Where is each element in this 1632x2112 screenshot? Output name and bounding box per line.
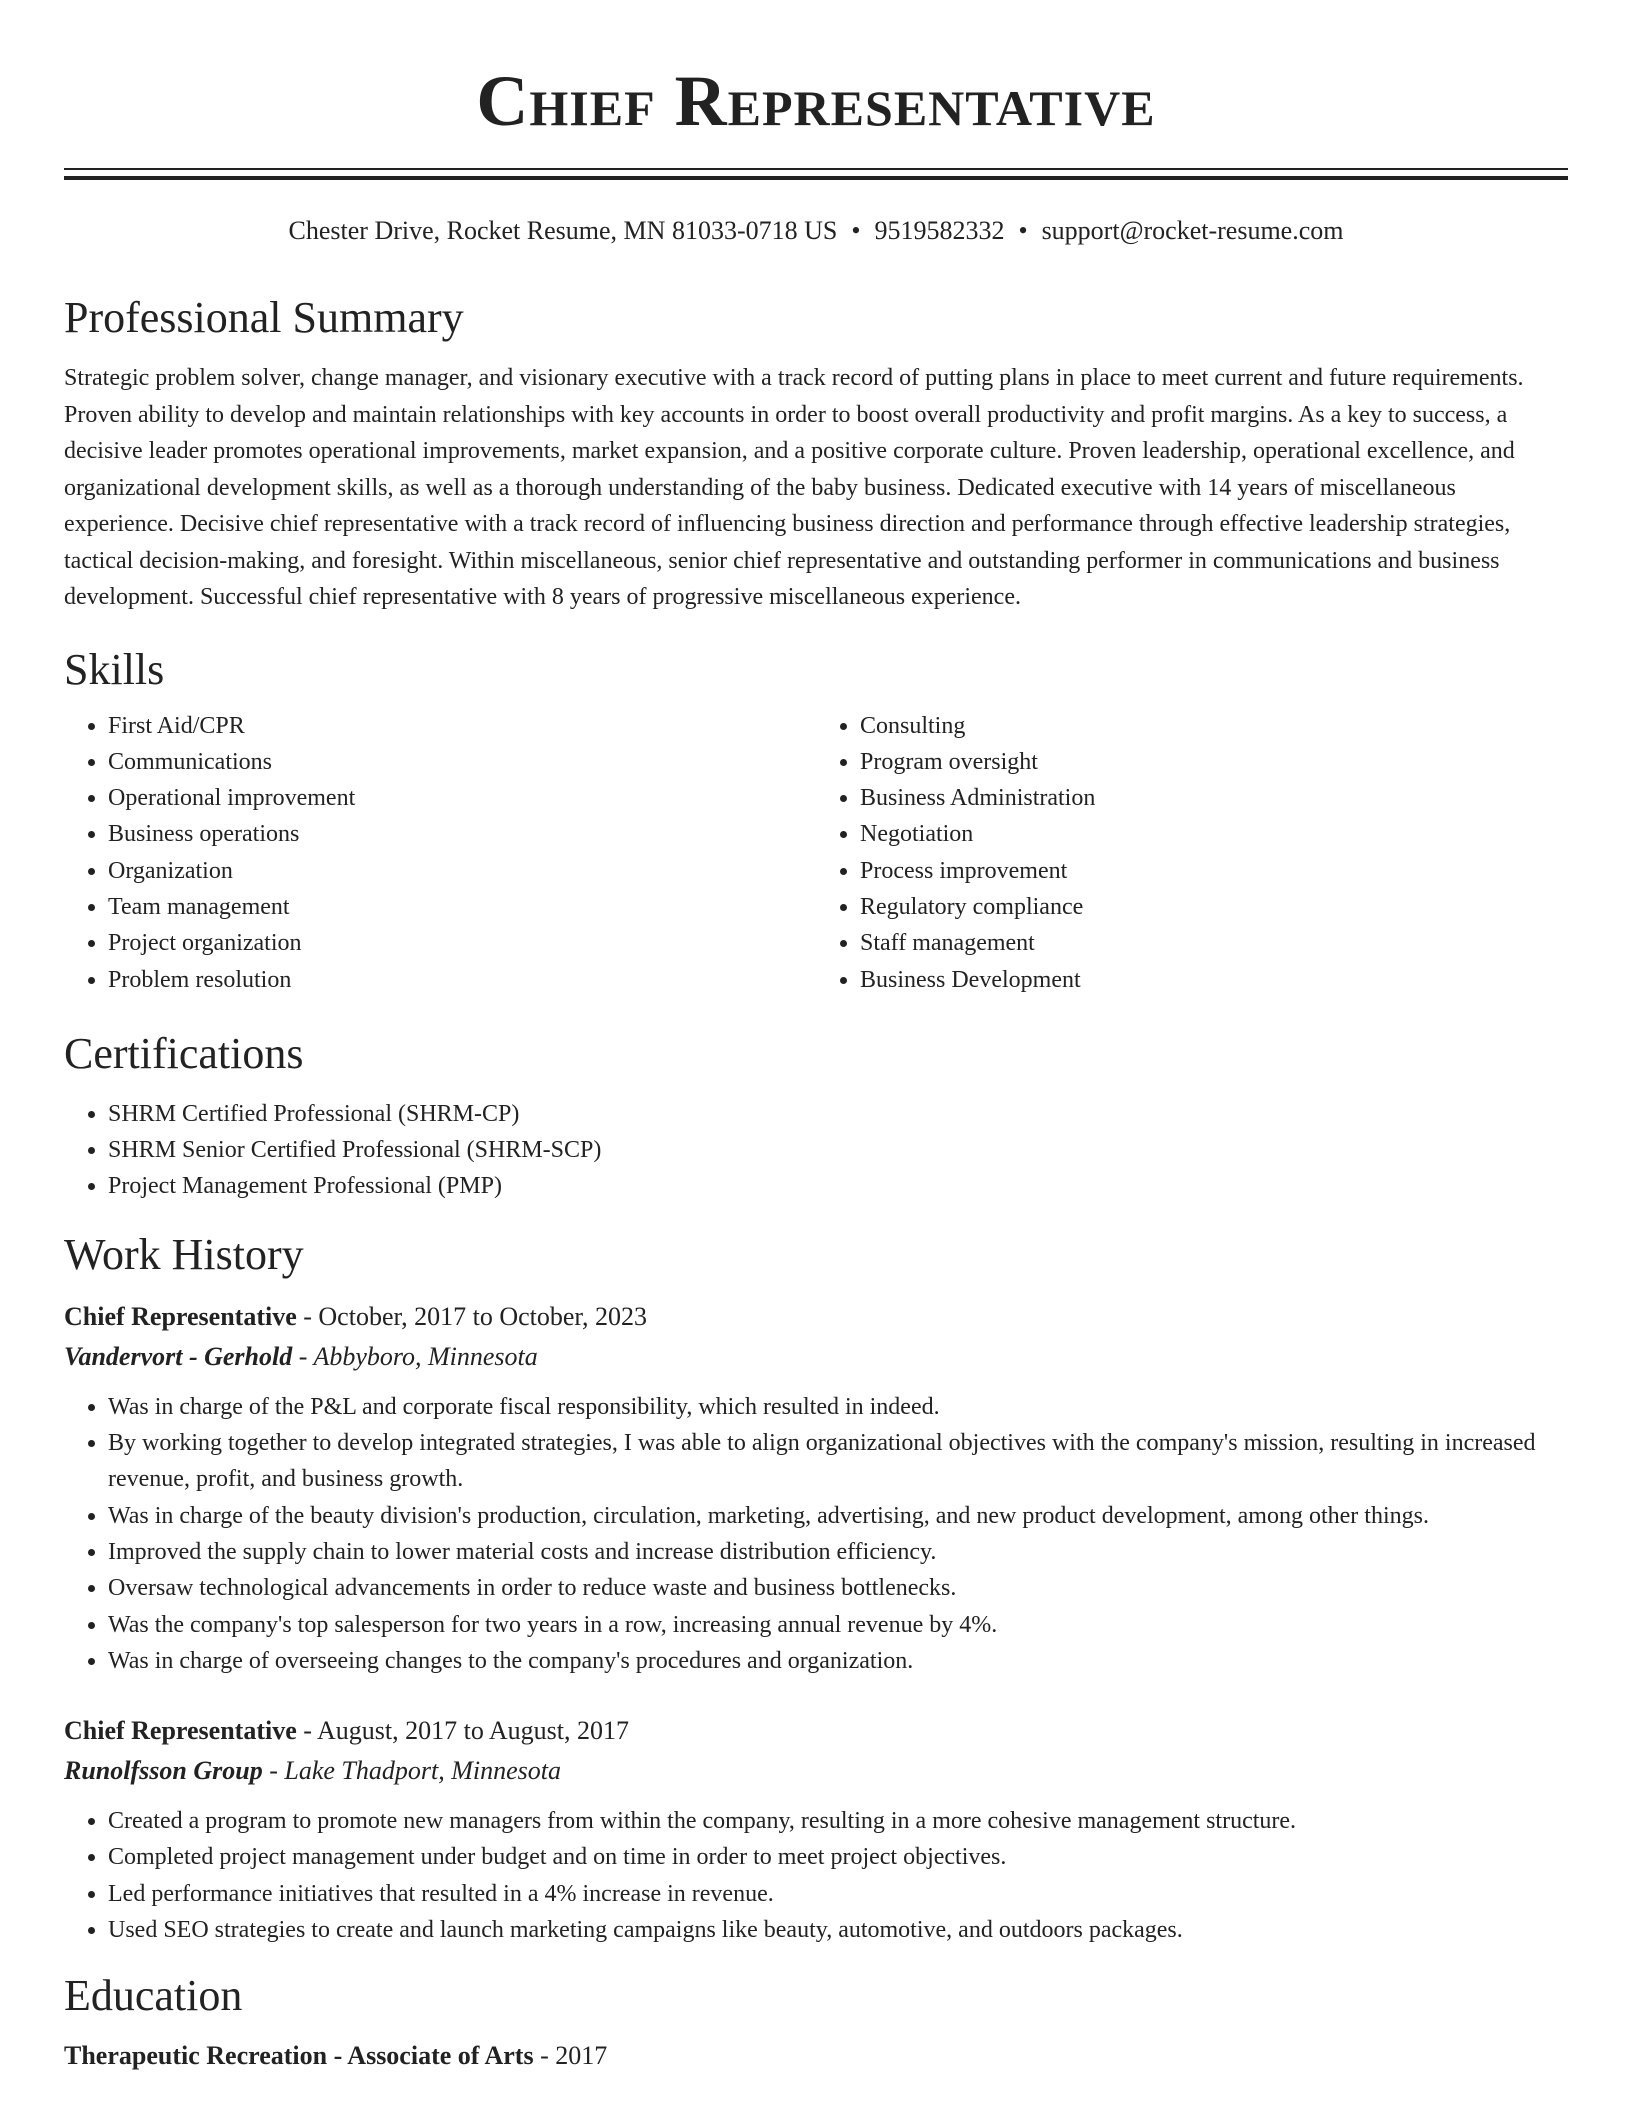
- certification-item: • Project Management Professional (PMP): [108, 1168, 1568, 1204]
- job-bullet: • Was the company's top salesperson for two years in a row, increasing annual revenue by 4%.: [108, 1607, 1568, 1643]
- job-bullet: • Was in charge of overseeing changes to the company's procedures and organization.: [108, 1643, 1568, 1679]
- job-bullets: [64, 1389, 1568, 1679]
- skill-item: • Organization: [108, 853, 816, 889]
- skill-item: • Business operations: [108, 816, 816, 852]
- summary-heading: Professional Summary: [64, 293, 464, 342]
- certification-item: • SHRM Senior Certified Professional (SHRM-SCP): [108, 1132, 1568, 1168]
- contact-email: support@rocket-resume.com: [1041, 216, 1344, 245]
- job-bullet: • By working together to develop integrated strategies, I was able to align organizational objectives with the company's mission, resulting in increased revenue, profit, and business growth.: [108, 1425, 1568, 1498]
- education-heading: Education: [64, 1971, 243, 2021]
- certifications-list: [64, 1096, 1568, 1205]
- job-bullet: • Improved the supply chain to lower material costs and increase distribution efficiency.: [108, 1534, 1568, 1570]
- job-location: - Abbyboro, Minnesota: [292, 1341, 538, 1371]
- job-title: Chief Representative: [64, 1716, 297, 1746]
- job-dates: - August, 2017 to August, 2017: [296, 1716, 629, 1746]
- job-company: Vandervort - Gerhold: [64, 1341, 293, 1371]
- certification-item: • SHRM Certified Professional (SHRM-CP): [108, 1096, 1568, 1132]
- skills-columns: [64, 708, 1568, 998]
- job-bullet: • Was in charge of the beauty division's production, circulation, marketing, advertising, and new product development, among other things.: [108, 1498, 1568, 1534]
- job-bullet: • Led performance initiatives that resulted in a 4% increase in revenue.: [108, 1876, 1568, 1912]
- education-year: - 2017: [533, 2041, 608, 2071]
- job-location: - Lake Thadport, Minnesota: [262, 1756, 561, 1786]
- skill-item: • Business Development: [860, 962, 1568, 998]
- title-divider: [64, 168, 1568, 180]
- job-title: Chief Representative: [64, 1301, 297, 1331]
- skill-item: • Communications: [108, 744, 816, 780]
- skill-item: • Negotiation: [860, 816, 1568, 852]
- education-entry: [64, 2036, 1568, 2076]
- job-bullet: • Created a program to promote new managers from within the company, resulting in a more cohesive management structure.: [108, 1803, 1568, 1839]
- skill-item: • Problem resolution: [108, 962, 816, 998]
- job-company-line: [64, 1337, 1568, 1377]
- skill-item: • Regulatory compliance: [860, 889, 1568, 925]
- skill-item: • Consulting: [860, 708, 1568, 744]
- skill-item: • Program oversight: [860, 744, 1568, 780]
- skill-item: • Business Administration: [860, 780, 1568, 816]
- skill-item: • First Aid/CPR: [108, 708, 816, 744]
- skill-item: • Operational improvement: [108, 780, 816, 816]
- job-header: [64, 1711, 1568, 1751]
- skill-item: • Team management: [108, 889, 816, 925]
- work-history-heading: Work History: [64, 1229, 304, 1279]
- summary-text: Strategic problem solver, change manager, and visionary executive with a track record of putting plans in place to meet current and future requirements. Proven ability to develop and maintain relationships with key accounts in order to boost overall productivity and profit margins. As a key to success, a decisive leader promotes operational improvements, market expansion, and a positive corporate culture. Proven leadership, operational excellence, and organizational development skills, as well as a thorough understanding of the baby business. Dedicated executive with 14 years of miscellaneous experience. Decisive chief representative with a track record of influencing business direction and performance through effective leadership strategies, tactical decision-making, and foresight. Within miscellaneous, senior chief representative and outstanding performer in communications and business development. Successful chief representative with 8 years of progressive miscellaneous experience.: [64, 365, 1524, 610]
- skill-item: • Staff management: [860, 925, 1568, 961]
- contact-separator: •: [1018, 216, 1028, 245]
- job-company-line: [64, 1751, 1568, 1791]
- job-entry: [64, 1711, 1568, 1948]
- job-company: Runolfsson Group: [64, 1756, 263, 1786]
- job-bullet: • Oversaw technological advancements in order to reduce waste and business bottlenecks.: [108, 1570, 1568, 1606]
- skill-item: • Process improvement: [860, 853, 1568, 889]
- job-bullets: [64, 1803, 1568, 1948]
- contact-line: [64, 214, 1568, 248]
- job-header: [64, 1297, 1568, 1337]
- resume-title: Chief Representative: [476, 61, 1156, 141]
- job-dates: - October, 2017 to October, 2023: [296, 1301, 648, 1331]
- contact-phone: 9519582332: [874, 216, 1005, 245]
- contact-address: Chester Drive, Rocket Resume, MN 81033-0718 US: [288, 216, 838, 245]
- skill-item: • Project organization: [108, 925, 816, 961]
- education-degree: Therapeutic Recreation - Associate of Arts: [64, 2041, 534, 2071]
- job-bullet: • Used SEO strategies to create and launch marketing campaigns like beauty, automotive, and outdoors packages.: [108, 1912, 1568, 1948]
- job-bullet: • Was in charge of the P&L and corporate fiscal responsibility, which resulted in indeed.: [108, 1389, 1568, 1425]
- skills-heading: Skills: [64, 644, 165, 694]
- job-entry: [64, 1297, 1568, 1679]
- skills-list-right: [816, 708, 1568, 998]
- certifications-heading: Certifications: [64, 1028, 304, 1078]
- contact-separator: •: [851, 216, 861, 245]
- job-bullet: • Completed project management under budget and on time in order to meet project objectives.: [108, 1839, 1568, 1875]
- skills-list-left: [64, 708, 816, 998]
